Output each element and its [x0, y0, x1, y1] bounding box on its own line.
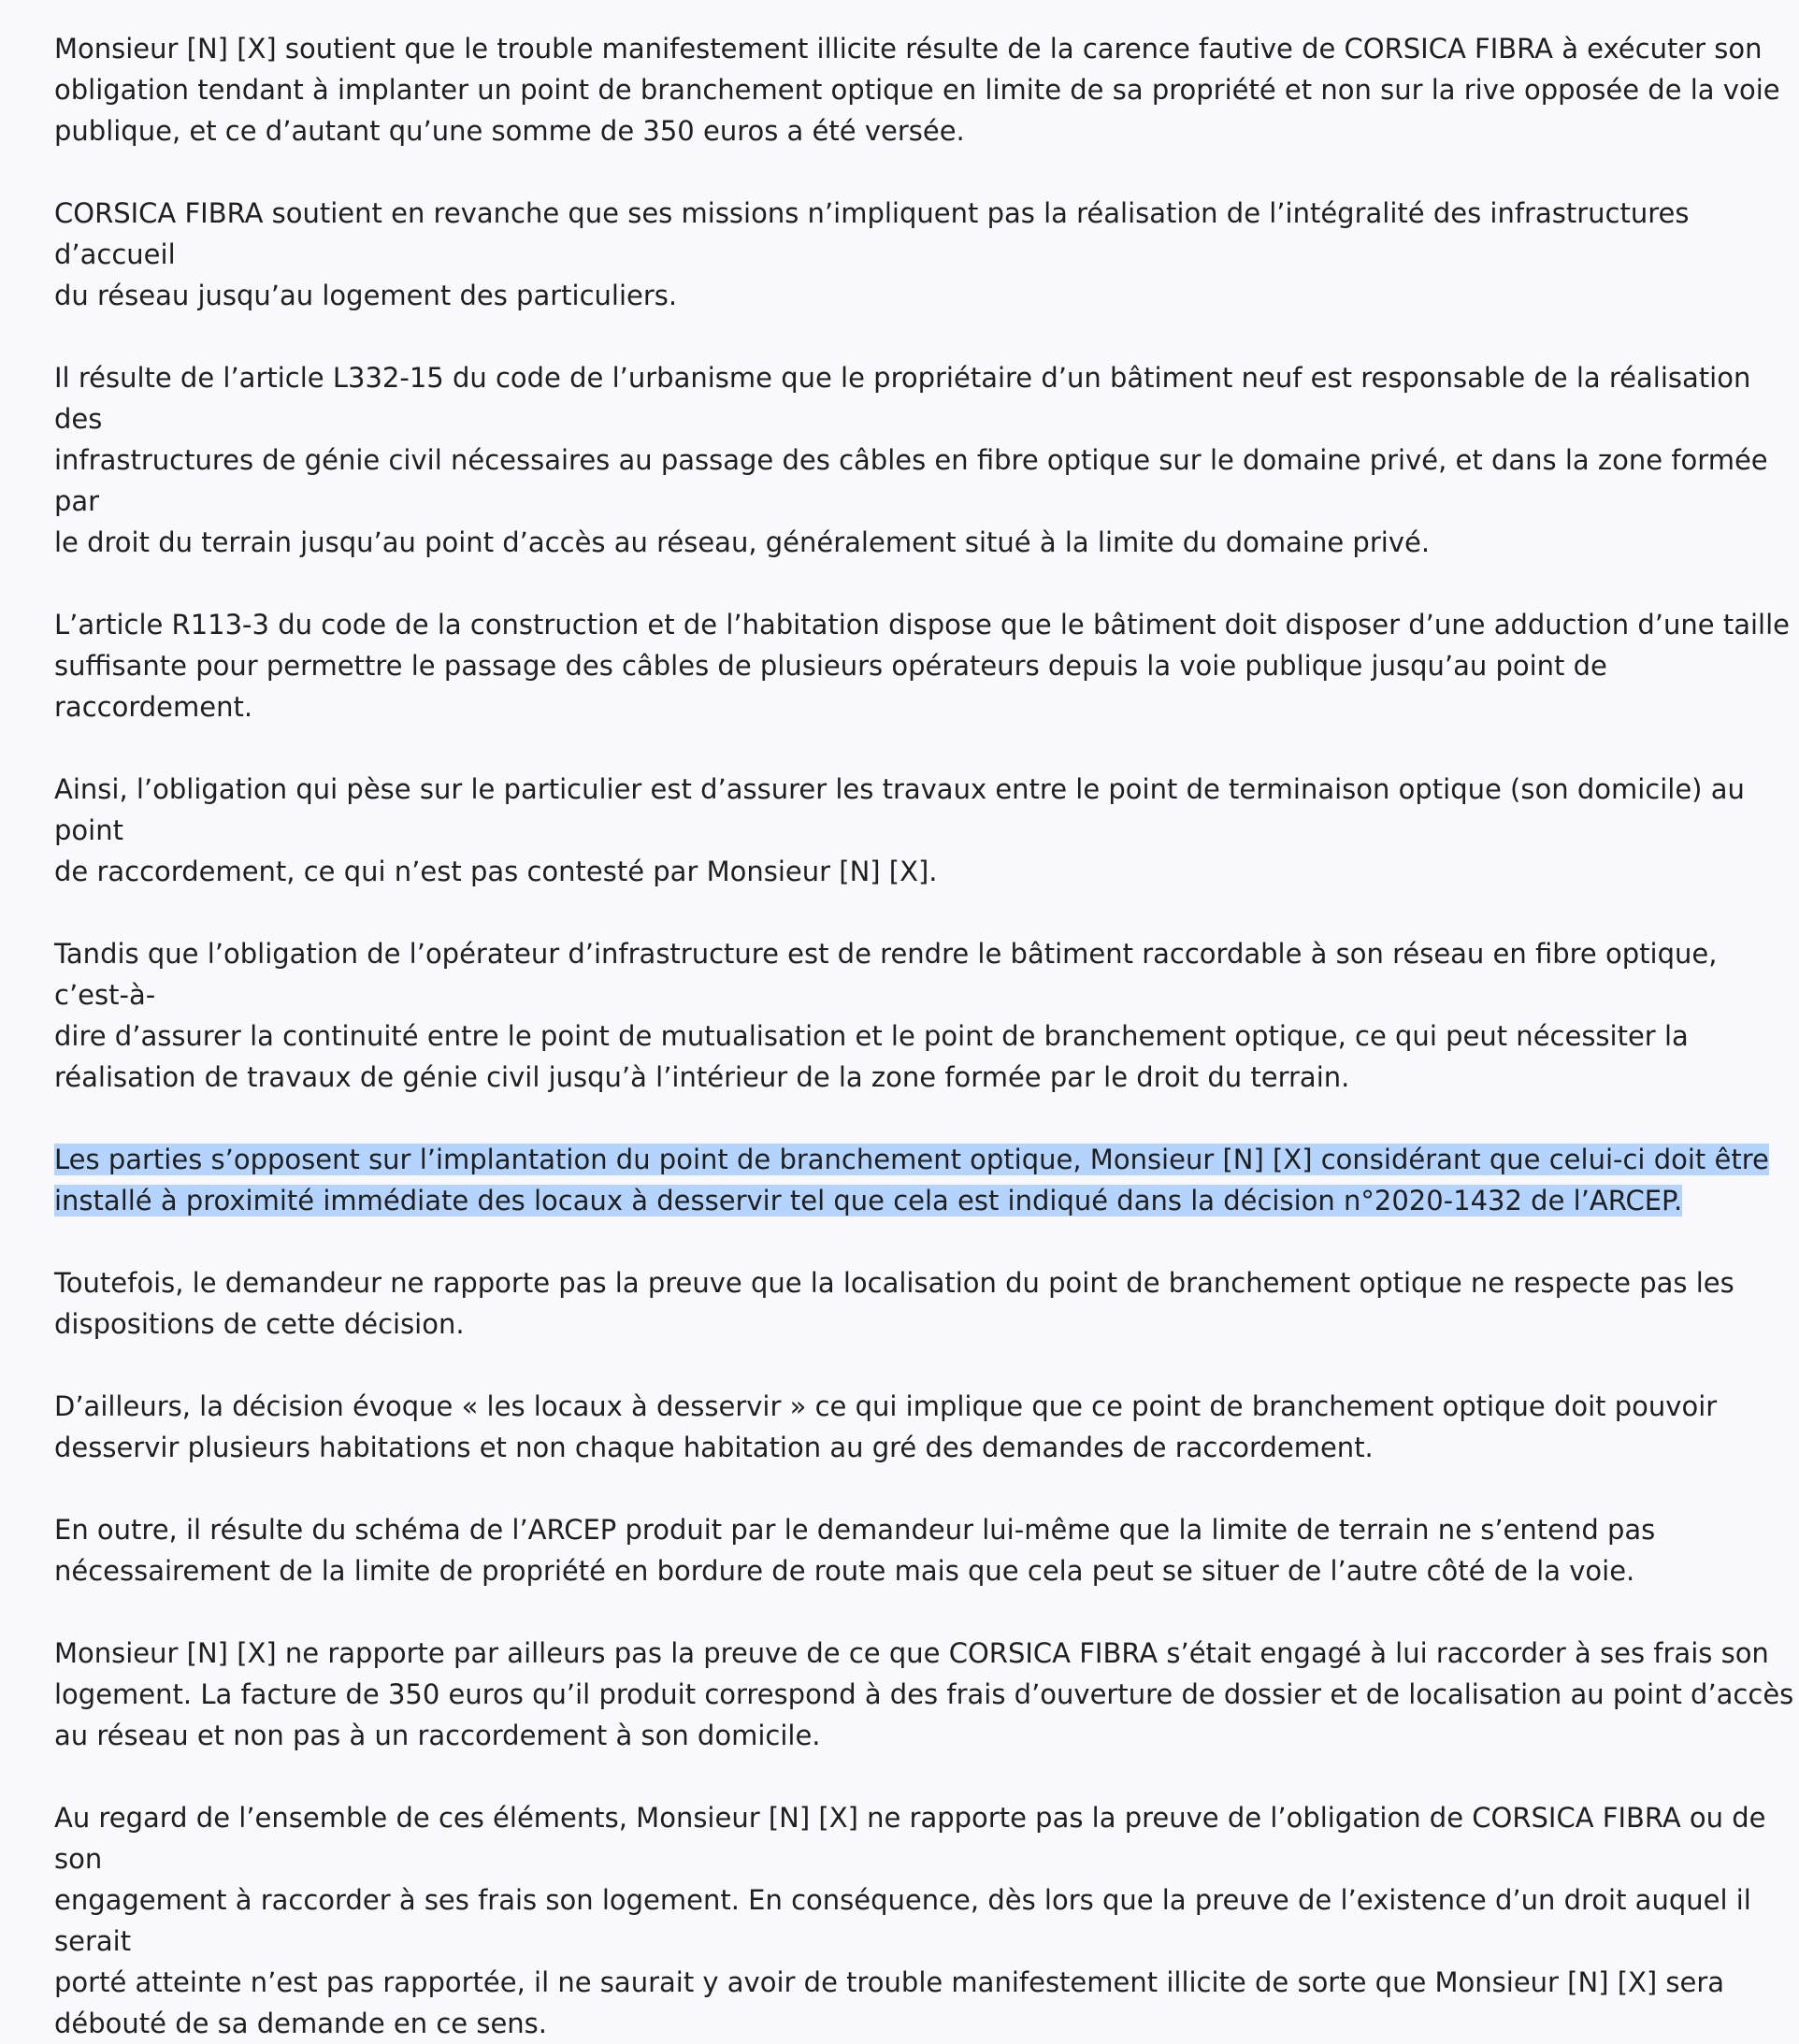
paragraph-12: Au regard de l’ensemble de ces éléments, Monsieur [N] [X] ne rapporte pas la preuve de l’obligation de CORSICA FIBRA ou de son engagement à raccorder à ses frais son logement. En conséquence, dès lors que la preuve de l’existence d’un droit auquel il serait porté atteinte n’est pas rapportée, il ne saurait y avoir de trouble manifestement illicite de sorte que Monsieur [N] [X] sera débouté de sa demande en ce sens. [54, 1802, 1766, 2039]
paragraph-1: Monsieur [N] [X] soutient que le trouble manifestement illicite résulte de la carence fautive de CORSICA FIBRA à exécuter son obligation tendant à implanter un point de branchement optique en limite de sa propriété et non sur la rive opposée de la voie publique, et ce d’autant qu’une somme de 350 euros a été versée. [54, 33, 1780, 147]
paragraph-9: D’ailleurs, la décision évoque « les locaux à desservir » ce qui implique que ce point de branchement optique doit pouvoir desservir plusieurs habitations et non chaque habitation au gré des demandes de raccordement. [54, 1390, 1718, 1463]
paragraph-6: Tandis que l’obligation de l’opérateur d’infrastructure est de rendre le bâtiment raccordable à son réseau en fibre optique, c’est-à- dire d’assurer la continuité entre le point de mutualisation et le point de branchement optique, ce qui peut nécessiter la réalisation de travaux de génie civil jusqu’à l’intérieur de la zone formée par le droit du terrain. [54, 938, 1718, 1093]
paragraph-8: Toutefois, le demandeur ne rapporte pas la preuve que la localisation du point de branchement optique ne respecte pas les dispositions de cette décision. [54, 1267, 1734, 1340]
paragraph-5: Ainsi, l’obligation qui pèse sur le particulier est d’assurer les travaux entre le point de terminaison optique (son domicile) au point de raccordement, ce qui n’est pas contesté par Monsieur [N] [X]. [54, 773, 1745, 887]
paragraph-10: En outre, il résulte du schéma de l’ARCEP produit par le demandeur lui-même que la limite de terrain ne s’entend pas nécessairement de la limite de propriété en bordure de route mais que cela peut se situer de l’autre côté de la voie. [54, 1514, 1656, 1587]
text-selection-highlight[interactable]: Les parties s’opposent sur l’implantation du point de branchement optique, Monsieur [N] [X] considérant que celui-ci doit être installé à proximité immédiate des locaux à desservir tel que cela est indiqué dans la décision n°2020-1432 de l’ARCEP. [54, 1144, 1769, 1216]
paragraph-11: Monsieur [N] [X] ne rapporte par ailleurs pas la preuve de ce que CORSICA FIBRA s’était engagé à lui raccorder à ses frais son logement. La facture de 350 euros qu’il produit correspond à des frais d’ouverture de dossier et de localisation au point d’accès au réseau et non pas à un raccordement à son domicile. [54, 1637, 1794, 1751]
paragraph-2: CORSICA FIBRA soutient en revanche que ses missions n’impliquent pas la réalisation de l’intégralité des infrastructures d’accueil du réseau jusqu’au logement des particuliers. [54, 197, 1690, 311]
paragraph-7-selected [54, 1139, 1795, 1221]
paragraph-3: Il résulte de l’article L332-15 du code de l’urbanisme que le propriétaire d’un bâtiment neuf est responsable de la réalisation des infrastructures de génie civil nécessaires au passage des câbles en fibre optique sur le domaine privé, et dans la zone formée par le droit du terrain jusqu’au point d’accès au réseau, généralement situé à la limite du domaine privé. [54, 362, 1768, 558]
paragraph-4: L’article R113-3 du code de la construction et de l’habitation dispose que le bâtiment doit disposer d’une adduction d’une taille suffisante pour permettre le passage des câbles de plusieurs opérateurs depuis la voie publique jusqu’au point de raccordement. [54, 609, 1790, 723]
document-body [54, 28, 1795, 2044]
